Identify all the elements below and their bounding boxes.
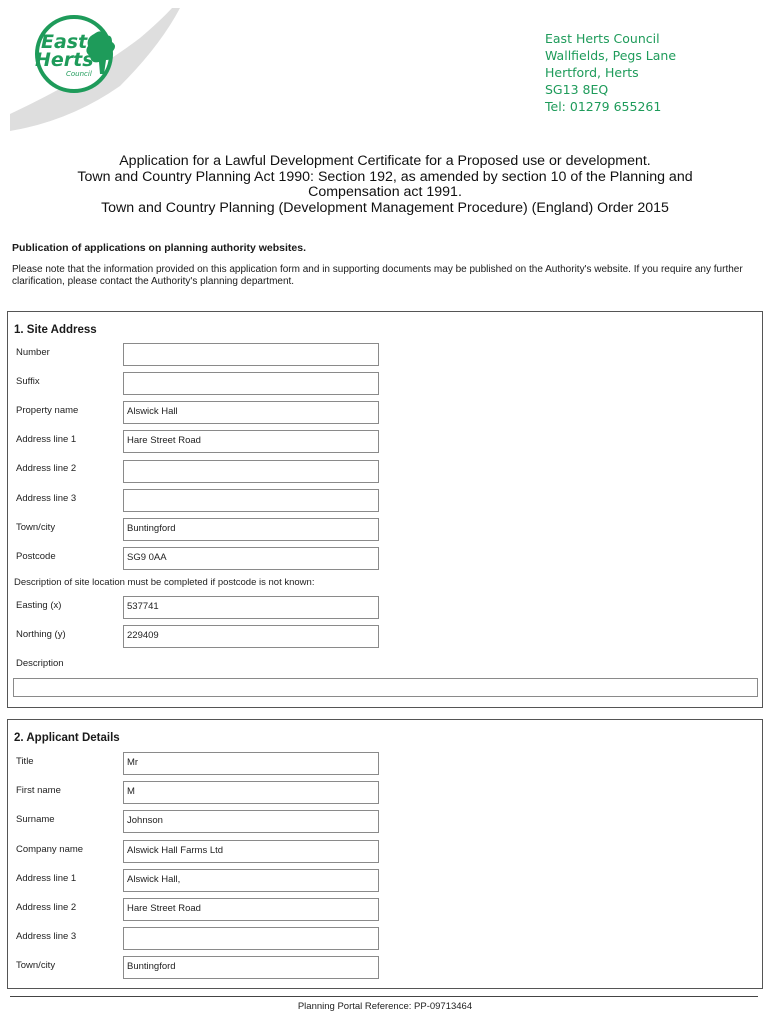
site-address-line3-input[interactable] [123, 489, 379, 512]
location-note: Description of site location must be completed if postcode is not known: [14, 577, 315, 588]
council-telephone: Tel: 01279 655261 [545, 99, 662, 114]
title-line: Town and Country Planning (Development Management Procedure) (England) Order 2015 [101, 199, 669, 216]
description-input[interactable] [13, 678, 758, 697]
field-label: Address line 2 [16, 902, 77, 913]
field-label: Northing (y) [16, 629, 66, 640]
field-label: Description [16, 658, 64, 669]
applicant-address-line1-input[interactable]: Alswick Hall, [123, 869, 379, 892]
section-title: 1. Site Address [14, 324, 97, 336]
easting-input[interactable]: 537741 [123, 596, 379, 619]
field-label: Address line 1 [16, 434, 77, 445]
publication-note: Please note that the information provided on this application form and in supporting documents may be published on the Authority's website. If you require any further clarification, please contact the Authority's planning department. [12, 264, 743, 287]
applicant-title-input[interactable]: Mr [123, 752, 379, 775]
site-suffix-input[interactable] [123, 372, 379, 395]
field-label: Property name [16, 405, 79, 416]
council-postcode: SG13 8EQ [545, 82, 609, 97]
logo-line2: Herts [35, 49, 94, 71]
applicant-address-line2-input[interactable]: Hare Street Road [123, 898, 379, 921]
field-label: Suffix [16, 376, 40, 387]
site-address-section [7, 311, 763, 708]
applicant-first-name-input[interactable]: M [123, 781, 379, 804]
field-label: Address line 1 [16, 873, 77, 884]
council-name: East Herts Council [545, 31, 660, 46]
title-line: Compensation act 1991. [308, 184, 462, 200]
site-address-line1-input[interactable]: Hare Street Road [123, 430, 379, 453]
field-label: Company name [16, 844, 84, 855]
field-label: Town/city [16, 960, 56, 971]
form-title [0, 154, 770, 216]
field-label: Surname [16, 814, 55, 825]
section-title: 2. Applicant Details [14, 732, 120, 744]
applicant-details-section [7, 719, 763, 989]
logo-line3: Council [66, 70, 92, 78]
field-label: Title [16, 756, 34, 767]
field-label: Address line 3 [16, 493, 77, 504]
site-town-input[interactable]: Buntingford [123, 518, 379, 541]
east-herts-logo [10, 6, 180, 131]
field-label: Number [16, 347, 50, 358]
council-address [545, 30, 676, 115]
site-property-name-input[interactable]: Alswick Hall [123, 401, 379, 424]
council-street: Wallfields, Pegs Lane [545, 48, 677, 63]
site-number-input[interactable] [123, 343, 379, 366]
field-label: Easting (x) [16, 600, 62, 611]
applicant-surname-input[interactable]: Johnson [123, 810, 379, 833]
applicant-town-input[interactable]: Buntingford [123, 956, 379, 979]
title-line: Application for a Lawful Development Certificate for a Proposed use or development. [119, 153, 651, 169]
applicant-company-input[interactable]: Alswick Hall Farms Ltd [123, 840, 379, 863]
publication-heading: Publication of applications on planning authority websites. [12, 242, 307, 254]
field-label: Address line 2 [16, 463, 77, 474]
site-postcode-input[interactable]: SG9 0AA [123, 547, 379, 570]
title-line: Town and Country Planning Act 1990: Section 192, as amended by section 10 of the Planning and [77, 168, 693, 185]
planning-portal-reference: Planning Portal Reference: PP-09713464 [297, 1001, 473, 1012]
footer-divider [10, 996, 758, 997]
applicant-address-line3-input[interactable] [123, 927, 379, 950]
logo-line1: East [41, 31, 88, 53]
northing-input[interactable]: 229409 [123, 625, 379, 648]
field-label: Town/city [16, 522, 56, 533]
field-label: Postcode [16, 551, 56, 562]
field-label: First name [16, 785, 61, 796]
council-town: Hertford, Herts [545, 65, 639, 80]
field-label: Address line 3 [16, 931, 77, 942]
site-address-line2-input[interactable] [123, 460, 379, 483]
